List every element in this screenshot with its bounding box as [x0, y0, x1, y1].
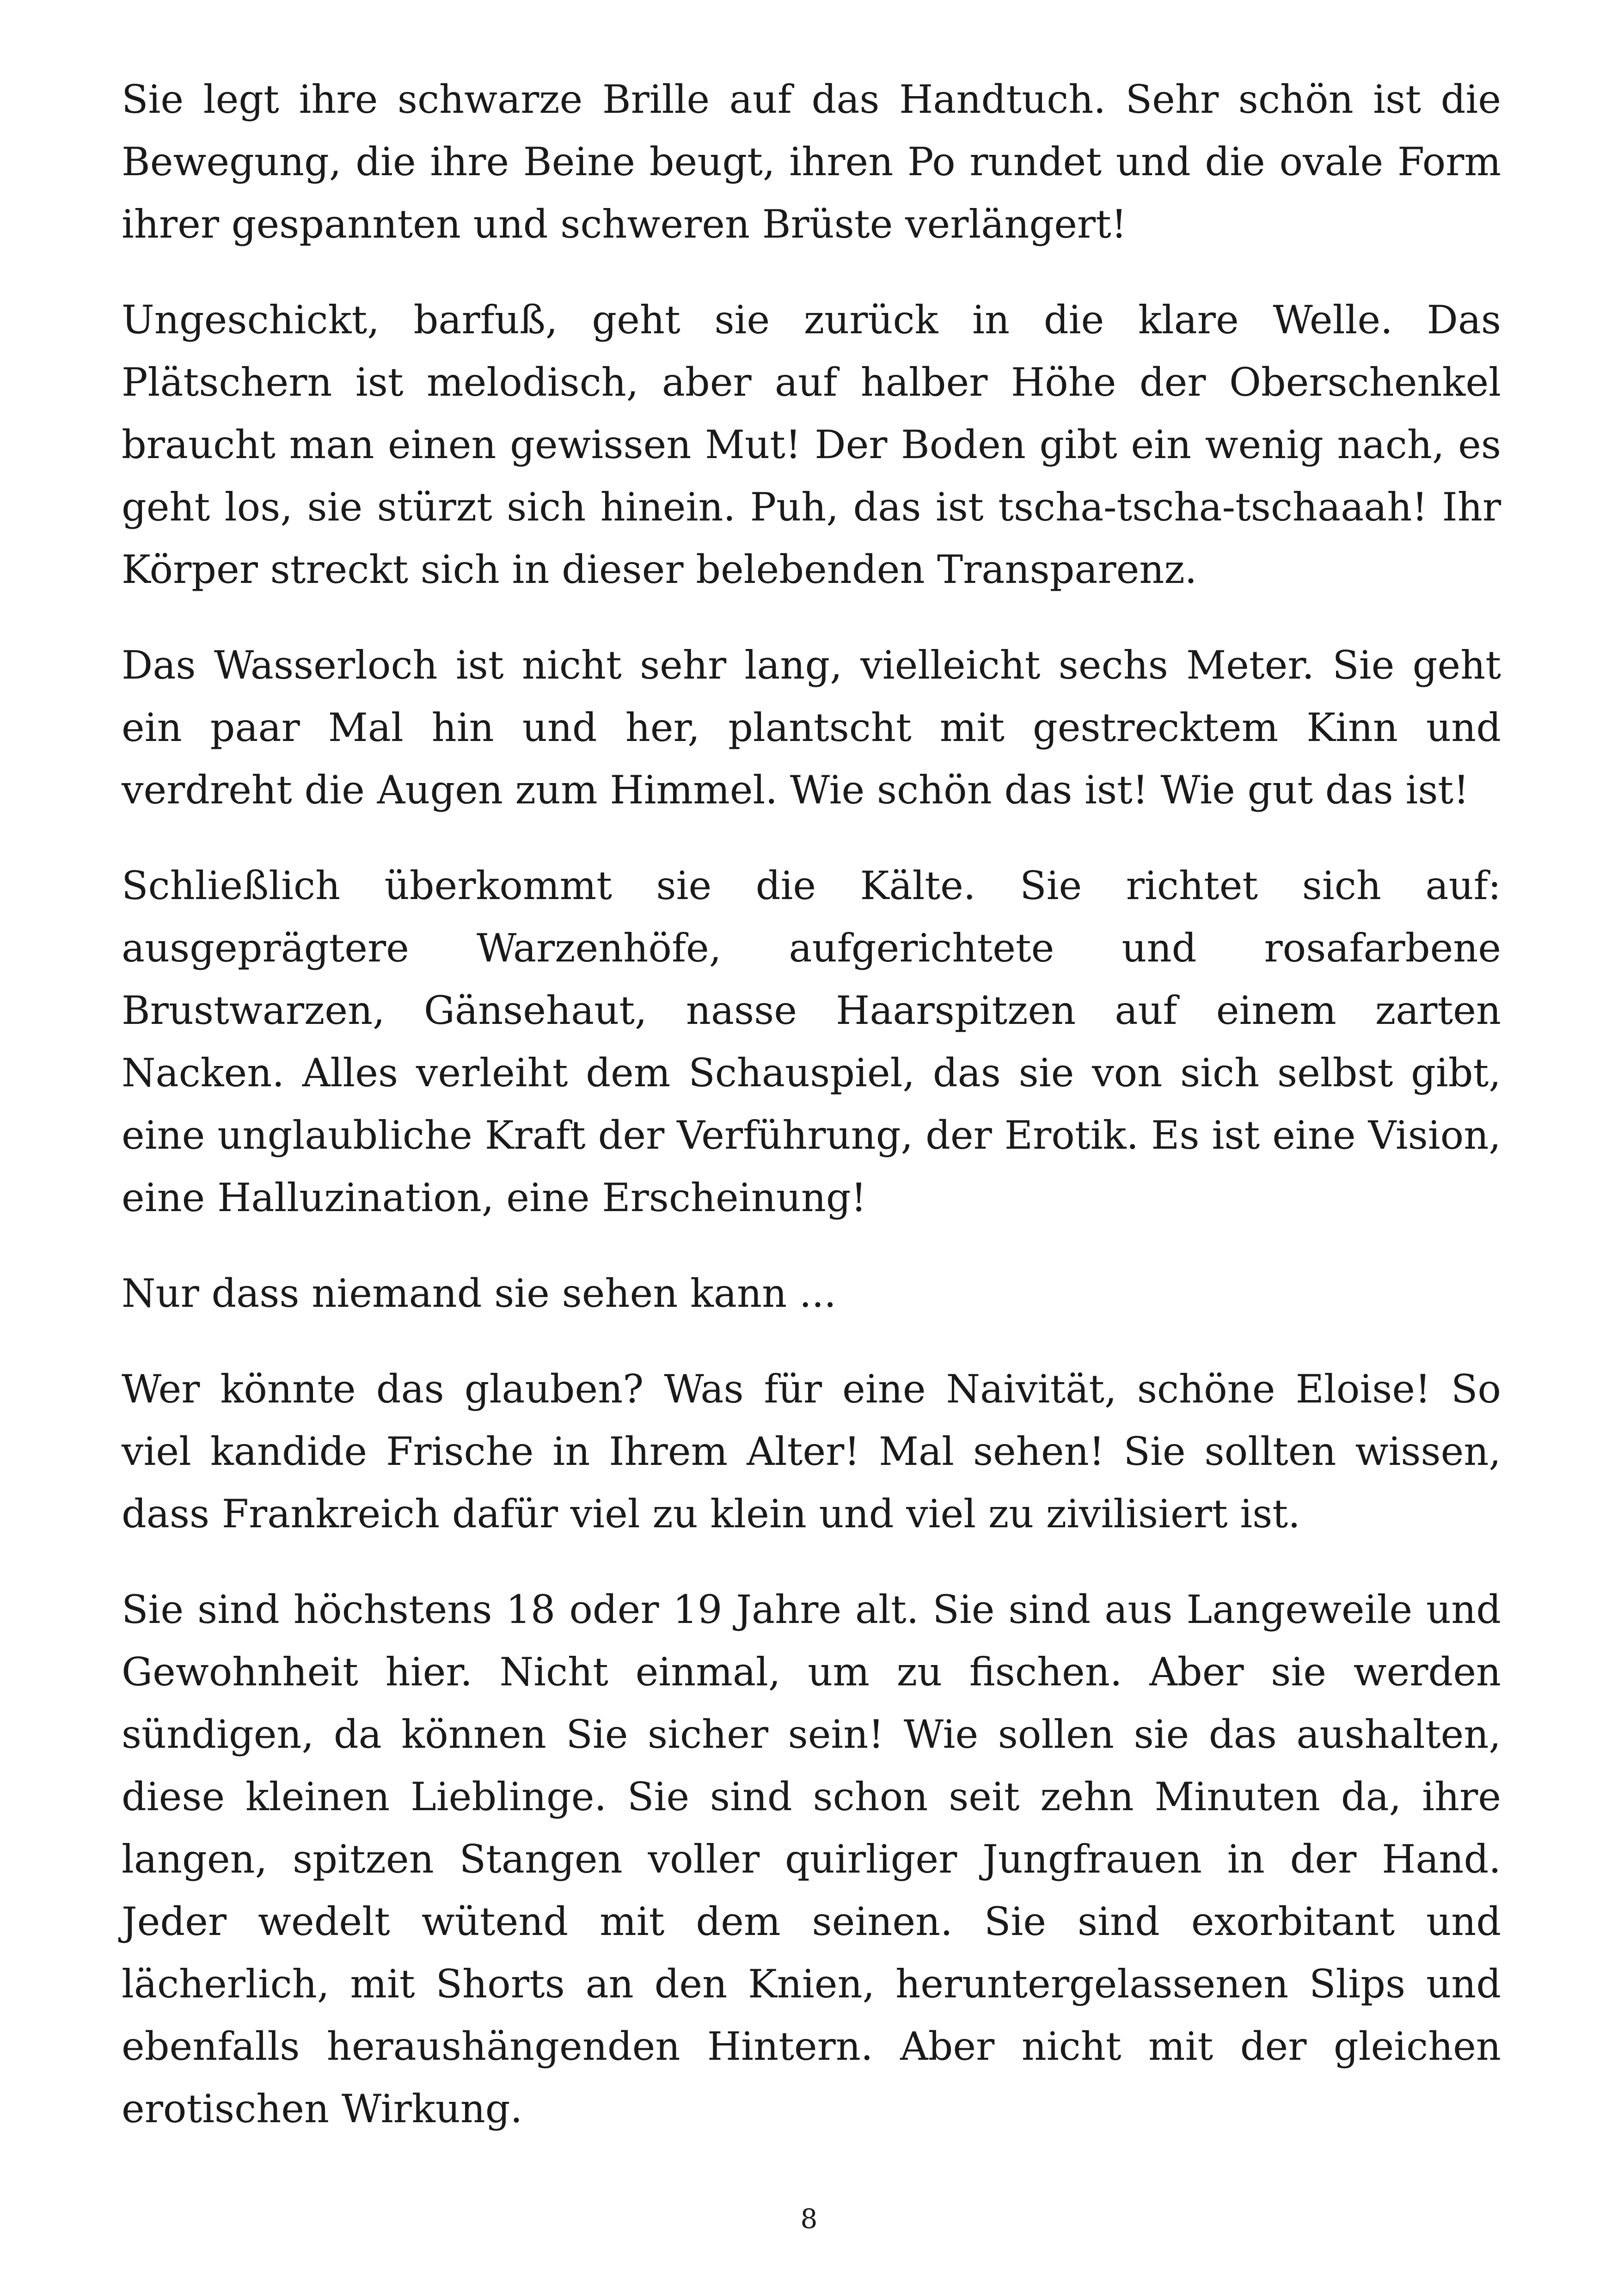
- page-number: 8: [800, 2203, 818, 2235]
- paragraph: Wer könnte das glauben? Was für eine Naivität, schöne Eloise! So viel kandide Frische in Ihrem Alter! Mal sehen! Sie sollten wissen, dass Frankreich dafür viel zu klein und viel zu zivilisiert ist.: [122, 1366, 1501, 1537]
- paragraph: Sie legt ihre schwarze Brille auf das Handtuch. Sehr schön ist die Bewegung, die ihre Beine beugt, ihren Po rundet und die ovale Form ihrer gespannten und schweren Brüste verlängert!: [122, 77, 1501, 247]
- paragraph: Nur dass niemand sie sehen kann ...: [122, 1271, 837, 1316]
- paragraph: Schließlich überkommt sie die Kälte. Sie richtet sich auf: ausgeprägtere Warzenhöfe, aufgerichtete und rosafarbene Brustwarzen, Gänsehaut, nasse Haarspitzen auf einem zarten Nacken. Alles verleiht dem Schauspiel, das sie von sich selbst gibt, eine unglaubliche Kraft der Verführung, der Erotik. Es ist eine Vision, eine Halluzination, eine Erscheinung!: [122, 863, 1501, 1220]
- paragraph: Ungeschickt, barfuß, geht sie zurück in die klare Welle. Das Plätschern ist melodisch, aber auf halber Höhe der Oberschenkel braucht man einen gewissen Mut! Der Boden gibt ein wenig nach, es geht los, sie stürzt sich hinein. Puh, das ist tscha-tscha-tschaaah! Ihr Körper streckt sich in dieser belebenden Transparenz.: [122, 297, 1501, 592]
- paragraph: Sie sind höchstens 18 oder 19 Jahre alt. Sie sind aus Langeweile und Gewohnheit hier. Nicht einmal, um zu fischen. Aber sie werden sündigen, da können Sie sicher sein! Wie sollen sie das aushalten, diese kleinen Lieblinge. Sie sind schon seit zehn Minuten da, ihre langen, spitzen Stangen voller quirliger Jungfrauen in der Hand. Jeder wedelt wütend mit dem seinen. Sie sind exorbitant und lächerlich, mit Shorts an den Knien, heruntergelassenen Slips und ebenfalls heraushängenden Hintern. Aber nicht mit der gleichen erotischen Wirkung.: [122, 1587, 1501, 2131]
- body-text: [122, 68, 1501, 2174]
- paragraph: Das Wasserloch ist nicht sehr lang, vielleicht sechs Meter. Sie geht ein paar Mal hin und her, plantscht mit gestrecktem Kinn und verdreht die Augen zum Himmel. Wie schön das ist! Wie gut das ist!: [122, 643, 1501, 813]
